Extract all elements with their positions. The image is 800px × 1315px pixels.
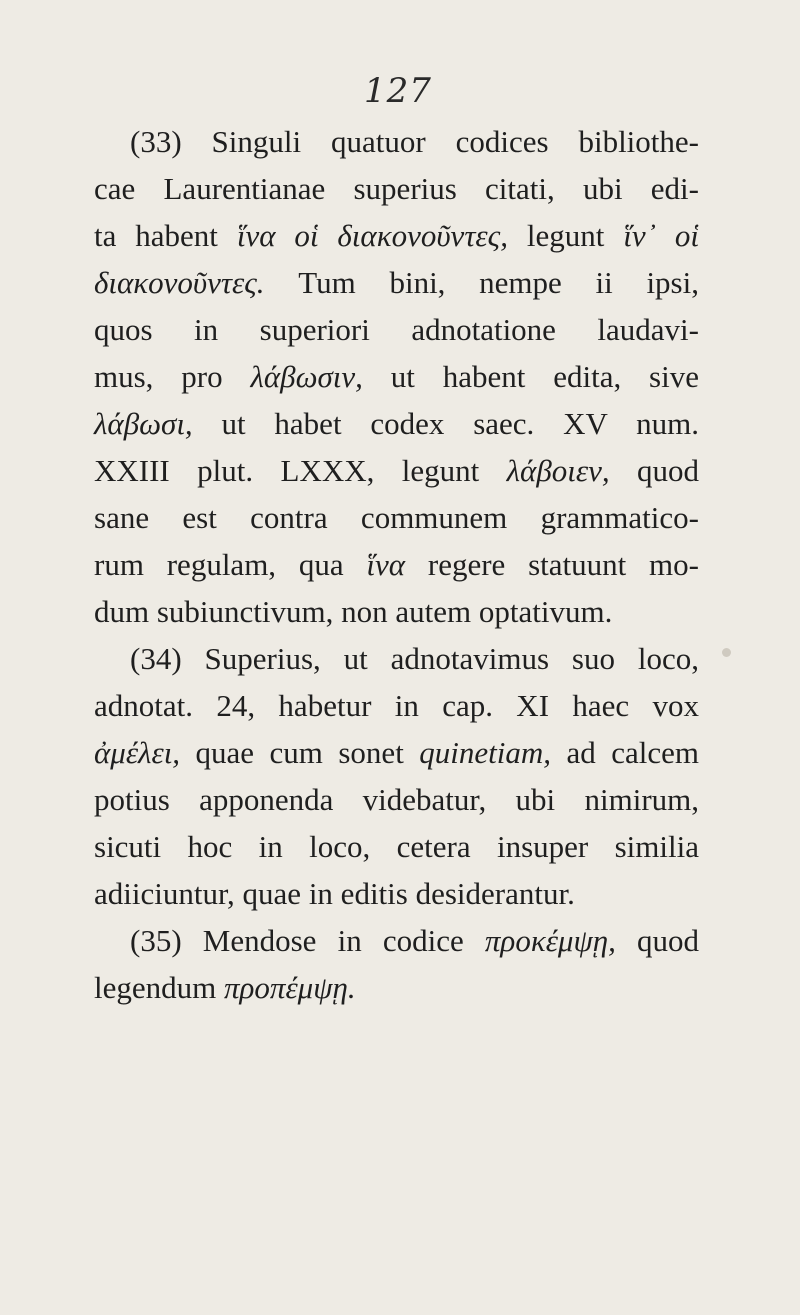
text-run: XXIII plut. LXXX, legunt <box>94 453 507 488</box>
text-line <box>94 635 794 682</box>
text-run: rum regulam, qua <box>94 547 367 582</box>
greek-term: λάβοιεν, <box>506 453 610 488</box>
greek-term: ἀμέλει, <box>94 735 181 770</box>
text-run: ut habent edita, sive <box>362 359 699 394</box>
text-run: Tum bini, nempe ii ipsi, <box>264 265 699 300</box>
text-line <box>94 682 794 729</box>
text-line <box>94 588 794 635</box>
text-run: regere statuunt mo- <box>405 547 699 582</box>
paragraph-note-35 <box>94 917 794 1011</box>
text-line <box>94 118 794 165</box>
text-run: legunt <box>507 218 624 253</box>
text-run: mus, pro <box>94 359 251 394</box>
text-run: dum subiunctivum, non autem optativum. <box>94 594 613 629</box>
text-run: quos in superiori adnotatione laudavi- <box>94 312 699 347</box>
text-run: ad calcem <box>551 735 699 770</box>
text-line <box>94 447 794 494</box>
text-line <box>94 494 794 541</box>
text-run: adiiciuntur, quae in editis desiderantur. <box>94 876 575 911</box>
text-block <box>94 118 794 1011</box>
text-run: sicuti hoc in loco, cetera insuper similia <box>94 829 699 864</box>
page-number: 127 <box>364 71 432 111</box>
text-line <box>94 964 794 1011</box>
text-run: ut habet codex saec. XV num. <box>192 406 699 441</box>
text-line <box>94 776 794 823</box>
greek-term: λάβωσιν, <box>250 359 363 394</box>
paper-blot <box>722 648 731 657</box>
greek-term: ἵν᾽ οἱ <box>623 218 699 253</box>
italic-term: quinetiam, <box>419 735 552 770</box>
text-line <box>94 917 794 964</box>
text-run: quod <box>609 453 700 488</box>
text-run: quae cum sonet <box>180 735 420 770</box>
text-line <box>94 541 794 588</box>
greek-term: διακονοῦντες. <box>94 265 265 300</box>
paragraph-note-33 <box>94 118 794 635</box>
text-run: sane est contra communem grammatico- <box>94 500 699 535</box>
text-run: (35) Mendose in codice <box>130 923 485 958</box>
paragraph-note-34 <box>94 635 794 917</box>
text-line <box>94 353 794 400</box>
greek-term: προπέμψῃ. <box>224 970 356 1005</box>
text-run: adnotat. 24, habetur in cap. XI haec vox <box>94 688 699 723</box>
text-run: quod <box>615 923 700 958</box>
text-line <box>94 823 794 870</box>
text-run: ta habent <box>94 218 237 253</box>
greek-term: λάβωσι, <box>94 406 193 441</box>
greek-term: προκέμψῃ, <box>484 923 616 958</box>
text-line <box>94 259 794 306</box>
text-line <box>94 400 794 447</box>
text-run: cae Laurentianae superius citati, ubi edi- <box>94 171 699 206</box>
text-run: (34) Superius, ut adnotavimus suo loco, <box>130 641 699 676</box>
text-line <box>94 165 794 212</box>
greek-term: ἵνα οἱ διακονοῦντες, <box>236 218 508 253</box>
text-run: potius apponenda videbatur, ubi nimirum, <box>94 782 700 817</box>
text-line <box>94 306 794 353</box>
text-line <box>94 729 794 776</box>
text-run: legendum <box>94 970 224 1005</box>
text-line <box>94 212 794 259</box>
text-line <box>94 870 794 917</box>
text-run: (33) Singuli quatuor codices bibliothe- <box>130 124 699 159</box>
greek-term: ἵνα <box>366 547 406 582</box>
